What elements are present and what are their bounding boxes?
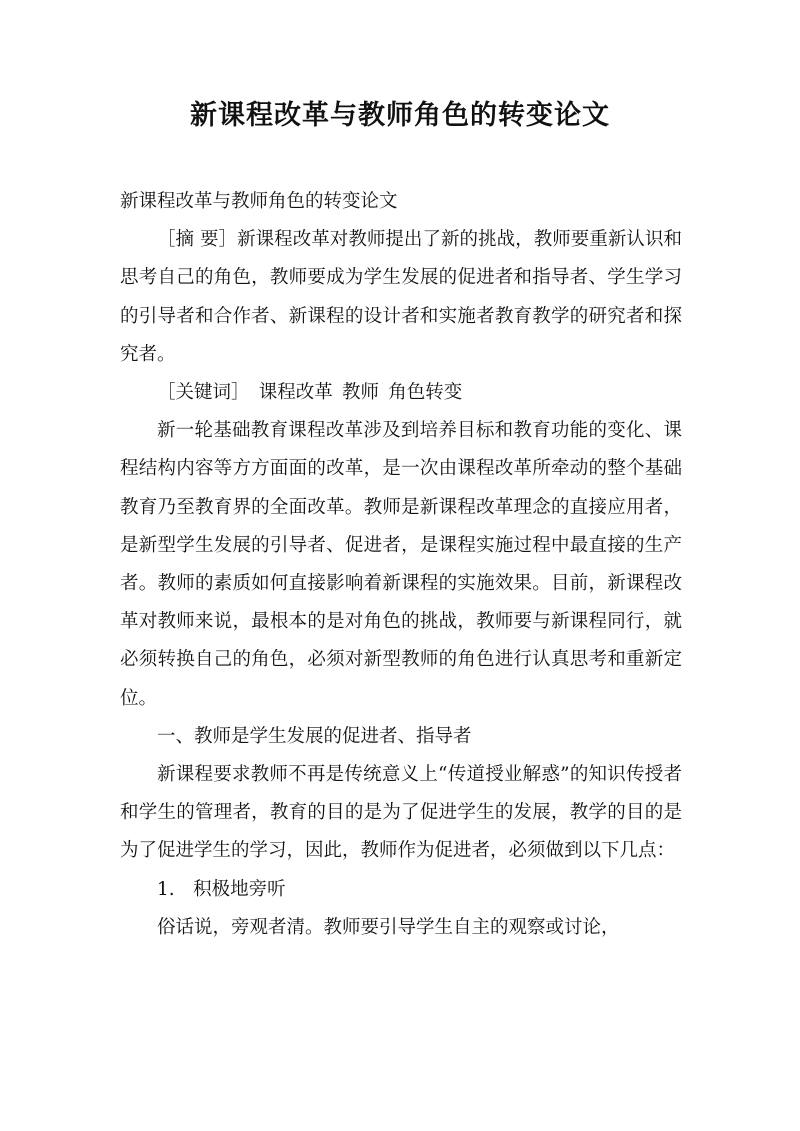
keyword-item: 教师 (342, 382, 380, 404)
keywords-label: ［关键词］ (157, 382, 250, 404)
keywords-line (120, 374, 682, 412)
keyword-item: 角色转变 (388, 382, 463, 404)
abstract-paragraph: ［摘 要］新课程改革对教师提出了新的挑战，教师要重新认识和思考自己的角色，教师要成为学生发展的促进者和指导者、学生学习的引导者和合作者、新课程的设计者和实施者教育教学的研究者和探究者。 (120, 229, 682, 365)
intro-paragraph: 新一轮基础教育课程改革涉及到培养目标和教育功能的变化、课程结构内容等方方面面的改革，是一次由课程改革所牵动的整个基础教育乃至教育界的全面改革。教师是新课程改革理念的直接应用者，是新型学生发展的引导者、促进者，是课程实施过程中最直接的生产者。教师的素质如何直接影响着新课程的实施效果。目前，新课程改革对教师来说，最根本的是对角色的挑战，教师要与新课程同行，就必须转换自己的角色，必须对新型教师的角色进行认真思考和重新定位。 (120, 420, 682, 709)
section-heading: 一、教师是学生发展的促进者、指导者 (157, 725, 472, 747)
document-subtitle: 新课程改革与教师角色的转变论文 (120, 191, 398, 212)
document-title: 新课程改革与教师角色的转变论文 (190, 100, 610, 131)
subsection-paragraph: 俗话说，旁观者清。教师要引导学生自主的观察或讨论， (157, 916, 620, 938)
document-body (120, 183, 682, 947)
subsection-heading: 1. 积极地旁听 (157, 878, 286, 900)
keyword-item: 课程改革 (258, 382, 333, 404)
section-paragraph: 新课程要求教师不再是传统意义上“传道授业解惑”的知识传授者和学生的管理者，教育的目的是为了促进学生的发展，教学的目的是为了促进学生的学习，因此，教师作为促进者，必须做到以下几点： (120, 764, 682, 862)
